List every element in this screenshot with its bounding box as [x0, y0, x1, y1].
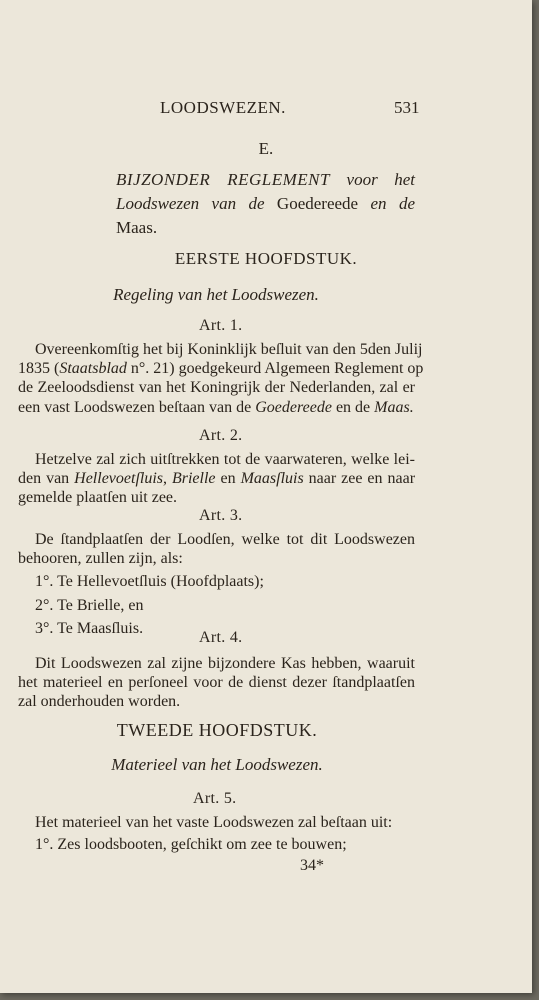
title-goedereede: Goedereede — [276, 194, 359, 213]
art-5-line-1: Het materieel van het vaste Loodswezen zal beſtaan uit: — [35, 814, 393, 831]
art-3-item-1: 1°. Te Hellevoetſluis (Hoofdplaats); — [35, 573, 264, 590]
art-4-label: Art. 4. — [199, 629, 243, 646]
page-number: 531 — [394, 98, 420, 117]
art-1-label: Art. 1. — [199, 317, 243, 334]
art-2-den-van: den van — [18, 470, 70, 487]
art-1-line-4 — [18, 398, 414, 418]
art-1-goedereede: Goedereede — [255, 399, 332, 416]
section-letter: E. — [258, 139, 274, 158]
art-1-line-2 — [18, 359, 424, 379]
art-2-brielle: Brielle — [171, 470, 216, 487]
art-1-year: 1835 ( — [18, 360, 60, 377]
art-2-line-1: Hetzelve zal zich uitſtrekken tot de vaarwateren, welke lei- — [35, 451, 415, 468]
art-3-line-1: De ſtandplaatſen der Loodſen, welke tot dit Loodswezen — [35, 531, 415, 548]
chapter-1-subheading: Regeling van het Loodswezen. — [113, 285, 319, 304]
art-2-comma: , — [163, 470, 167, 487]
chapter-2-heading: TWEEDE HOOFDSTUK. — [116, 720, 318, 740]
art-1-text: een vast Loodswezen beſtaan van de — [18, 399, 252, 416]
regulation-title-line-1 — [116, 170, 415, 190]
art-2-line-3: gemelde plaatſen uit zee. — [18, 489, 178, 506]
title-en-de: en de — [370, 194, 415, 213]
art-1-maas: Maas. — [374, 399, 414, 416]
art-4-line-2: het materieel en perſoneel voor de dienst dezer ſtandplaatſen — [18, 674, 415, 691]
art-2-naar-zee: naar zee en naar — [308, 470, 416, 487]
art-2-label: Art. 2. — [199, 427, 243, 444]
chapter-1-heading: EERSTE HOOFDSTUK. — [174, 249, 358, 268]
running-title: LOODSWEZEN. — [160, 98, 286, 117]
art-3-label: Art. 3. — [199, 507, 243, 524]
art-4-line-1: Dit Loodswezen zal zijne bijzondere Kas hebben, waaruit — [35, 655, 415, 672]
title-voor-het: voor het — [346, 170, 416, 189]
art-3-item-2: 2°. Te Brielle, en — [35, 597, 144, 614]
art-3-line-2: behooren, zullen zijn, als: — [18, 550, 183, 567]
art-2-en: en — [220, 470, 236, 487]
art-5-item-1: 1°. Zes loodsbooten, geſchikt om zee te bouwen; — [35, 836, 347, 853]
art-3-item-3: 3°. Te Maasſluis. — [35, 620, 144, 637]
signature-mark: 34* — [300, 857, 324, 874]
art-1-line-3: de Zeeloodsdienst van het Koningrijk der Nederlanden, zal er — [18, 379, 415, 396]
regulation-title-line-3: Maas. — [116, 218, 158, 237]
art-1-staatsblad: Staatsblad — [59, 360, 127, 377]
art-2-maassluis: Maasſluis — [240, 470, 304, 487]
art-4-line-3: zal onderhouden worden. — [18, 693, 181, 710]
chapter-2-subheading: Materieel van het Loodswezen. — [111, 755, 323, 774]
title-bijzonder-reglement: BIJZONDER REGLEMENT — [116, 170, 330, 189]
art-1-en-de: en de — [335, 399, 371, 416]
art-1-reference: n°. 21) goedgekeurd Algemeen Reglement op — [130, 360, 424, 377]
regulation-title-line-2 — [116, 194, 415, 214]
art-2-hellevoetsluis: Hellevoetſluis — [74, 470, 163, 487]
art-5-label: Art. 5. — [193, 790, 237, 807]
art-1-line-1: Overeenkomſtig het bij Koninklijk beſluit van den 5den Julij — [35, 341, 423, 358]
art-2-line-2 — [18, 469, 415, 489]
title-loodswezen-van-de: Loodswezen van de — [116, 194, 265, 213]
